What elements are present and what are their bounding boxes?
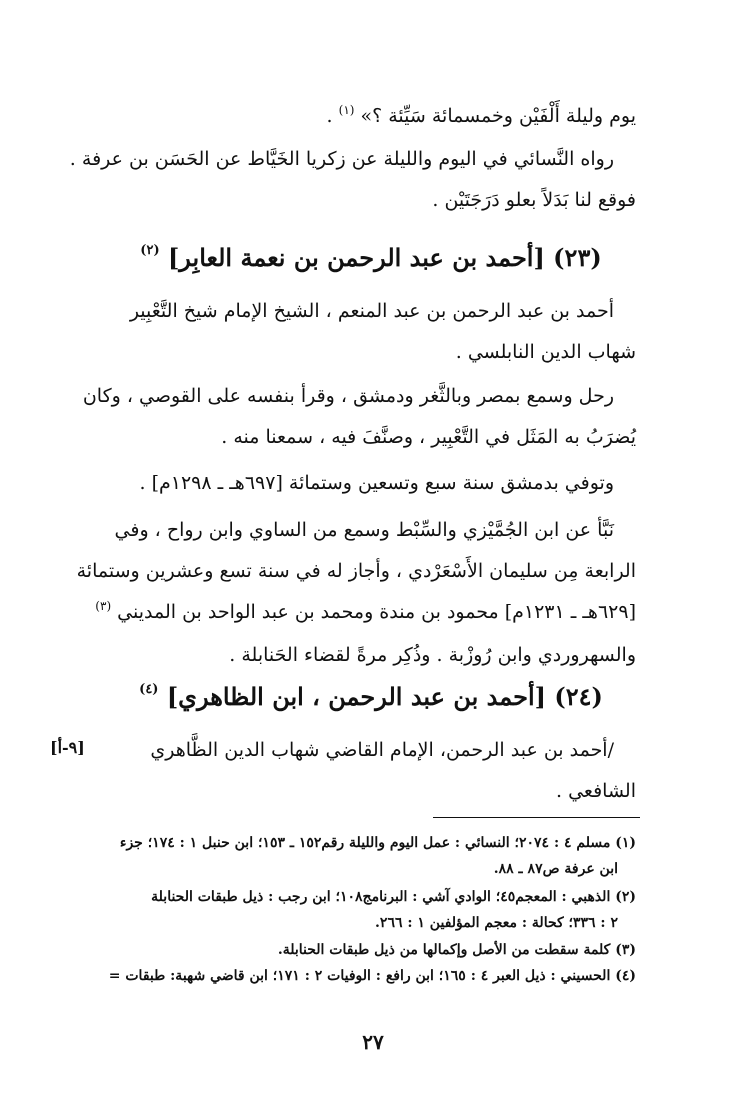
- text-line: أحمد بن عبد الرحمن بن عبد المنعم ، الشيخ الإمام شيخ التَّعْبِير: [129, 300, 614, 322]
- footnote-line: (٣) كلمة سقطت من الأصل وإكمالها من ذيل طبقات الحنابلة.: [277, 942, 636, 958]
- footnote-ref[interactable]: (٤): [139, 682, 159, 697]
- text-line: الشافعي .: [556, 780, 636, 802]
- entry-23-paragraph-4: [76, 510, 636, 676]
- text-line: رحل وسمع بمصر وبالثَّغر ودمشق ، وقرأ بنفسه على القوصي ، وكان: [82, 385, 614, 407]
- footnote-line: (٤) الحسيني : ذيل العبر ٤ : ١٦٥؛ ابن رافع : الوفيات ٢ : ١٧١؛ ابن قاضي شهبة: طبقات =: [108, 968, 636, 984]
- footnote-ref[interactable]: (١): [338, 103, 355, 117]
- text-line: وتوفي بدمشق سنة سبع وتسعين وستمائة [٦٩٧هـ ـ ١٢٩٨م] .: [139, 472, 614, 494]
- continuation-paragraph: [69, 96, 636, 221]
- text-line: يوم وليلة أَلْفَيْن وخمسمائة سَيِّئة ؟» $^{(١)}$ .: [326, 103, 636, 127]
- entry-24-heading: (٢٤) [أحمد بن عبد الرحمن ، ابن الظاهري] $^{(٤)}$: [139, 682, 603, 711]
- footnote-ref[interactable]: (٢): [140, 243, 160, 258]
- text-line: شهاب الدين النابلسي .: [455, 341, 636, 363]
- footnote-line: ابن عرفة ص٨٧ ـ ٨٨.: [493, 861, 618, 877]
- footnote-1: [106, 830, 636, 882]
- text-line: /أحمد بن عبد الرحمن، الإمام القاضي شهاب الدين الظَّاهري: [150, 739, 614, 761]
- manuscript-folio-ref: [٩-أ]: [50, 738, 85, 757]
- text-line: [٦٢٩هـ ـ ١٢٣١م] محمود بن مندة ومحمد بن عبد الواحد بن المديني $^{(٣)}$: [95, 599, 636, 623]
- footnote-ref[interactable]: (٣): [95, 599, 112, 613]
- entry-23-paragraph-2: [82, 376, 636, 458]
- text-line: فوقع لنا بَدَلاً بعلو دَرَجَتَيْن .: [432, 189, 636, 211]
- text-line: نَبَّأ عن ابن الجُمَّيْزي والسِّبْط وسمع من الساوي وابن رواح ، وفي: [114, 519, 614, 541]
- text-line: والسهروردي وابن رُوزْبة . وذُكِر مرةً لقضاء الحَنابلة .: [229, 644, 636, 666]
- text-line: يُضرَبُ به المَثَل في التَّعْبِير ، وصنَّفَ فيه ، سمعنا منه .: [221, 426, 636, 448]
- footnote-separator: [433, 817, 640, 818]
- entry-23-heading: (٢٣) [أحمد بن عبد الرحمن بن نعمة العابِر] $^{(٢)}$: [140, 243, 602, 272]
- text-line: رواه النَّسائي في اليوم والليلة عن زكريا الخَيَّاط عن الحَسَن بن عرفة .: [69, 148, 614, 170]
- footnote-line: (٢) الذهبي : المعجم٤٥؛ الوادي آشي : البرنامج١٠٨؛ ابن رجب : ذيل طبقات الحنابلة: [151, 889, 636, 905]
- entry-23-paragraph-1: [106, 291, 636, 373]
- page-number: ٢٧: [362, 1030, 384, 1054]
- footnote-4: [106, 963, 636, 989]
- footnote-3: [106, 937, 636, 963]
- entry-24-paragraph-1: [106, 730, 636, 812]
- footnote-2: [106, 884, 636, 936]
- text-line: الرابعة مِن سليمان الأَسْعَرْدي ، وأجاز له في سنة تسع وعشرين وستمائة: [76, 560, 636, 582]
- entry-23-paragraph-3: [106, 463, 636, 504]
- footnote-line: ٢ : ٣٣٦؛ كحالة : معجم المؤلفين ١ : ٢٦٦.: [375, 915, 618, 931]
- footnote-line: (١) مسلم ٤ : ٢٠٧٤؛ النسائي : عمل اليوم والليلة رقم١٥٢ ـ ١٥٣؛ ابن حنبل ١ : ١٧٤؛ جزء: [119, 835, 636, 851]
